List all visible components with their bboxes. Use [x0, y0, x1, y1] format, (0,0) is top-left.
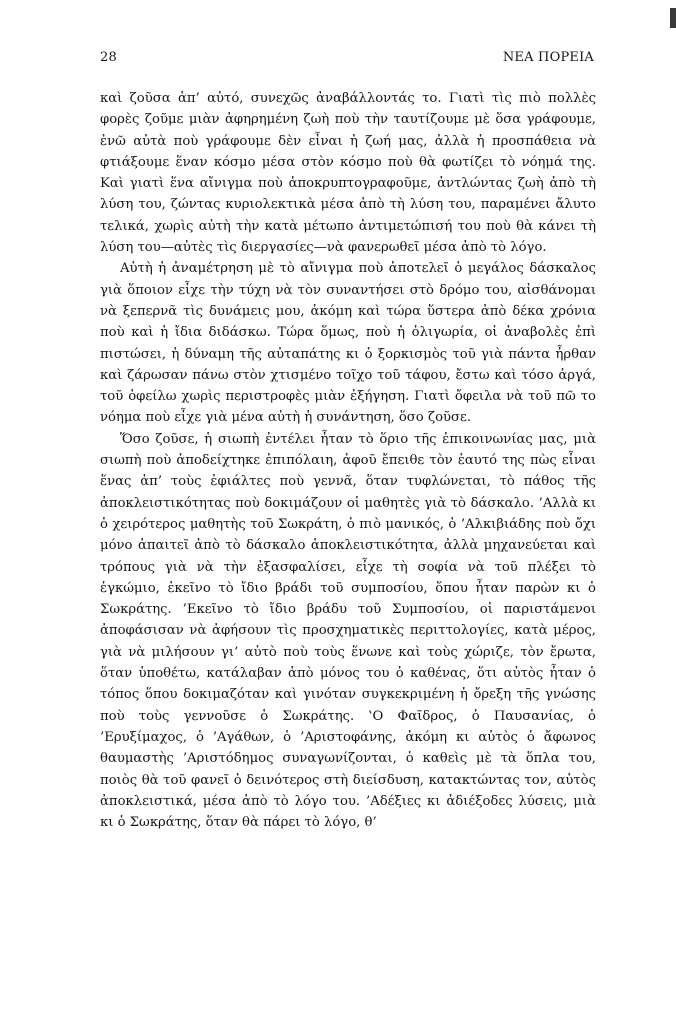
running-title: ΝΕΑ ΠΟΡΕΙΑ: [502, 50, 594, 65]
page-edge: [668, 0, 676, 1024]
paragraph-1: καὶ ζοῦσα ἀπ’ αὐτό, συνεχῶς ἀναβάλλοντάς το. Γιατὶ τὶς πιὸ πολλὲς φορὲς ζοῦμε μιὰν ἀφηρημένη ζωὴ ποὺ τὴν ταυτίζουμε μὲ ὅσα γράφουμε, ἐνῶ αὐτὰ ποὺ γράφουμε δὲν εἶναι ἡ ζωή μας, ἀλλὰ ἡ προσπάθεια νὰ φτιάξουμε ἕναν κόσμο μέσα στὸν κόσμο ποὺ θὰ φωτίζει τὸ νόημά της. Καὶ γιατὶ ἕνα αἴνιγμα ποὺ ἀποκρυπτογραφοῦμε, ἀντλώντας ζωὴ ἀπὸ τὴ λύση του, ζώντας κυριολεκτικὰ μέσα ἀπὸ τὴ λύση του, παραμένει ἄλυτο τελικά, χωρὶς αὐτὴ τὴν κατὰ μέτωπο ἀντιμετώπισή του ποὺ θὰ κάνει τὴ λύση του—αὐτὲς τὶς διεργασίες—νὰ φανερωθεῖ μέσα ἀπὸ τὸ λόγο.: [100, 91, 596, 256]
paragraph-3: Ὅσο ζοῦσε, ἡ σιωπὴ ἐντέλει ἦταν τὸ ὅριο τῆς ἐπικοινωνίας μας, μιὰ σιωπὴ ποὺ ἀποδείχτηκε ἐπιπόλαιη, ἀφοῦ ἔπειθε τὸν ἑαυτό της πὼς εἶναι ἕνας ἀπ’ τοὺς ἐφιάλτες ποὺ γεννᾶ, ὅταν τυφλώνεται, τὸ πάθος τῆς ἀποκλειστικότητας ποὺ δοκιμάζουν οἱ μαθητὲς γιὰ τὸ δάσκαλο. ’Αλλὰ κι ὁ χειρότερος μαθητὴς τοῦ Σωκράτη, ὁ πιὸ μανικός, ὁ ’Αλκιβιάδης ποὺ ὄχι μόνο ἀπαιτεῖ ἀπὸ τὸ δάσκαλο ἀποκλειστικότητα, ἀλλὰ μηχανεύεται καὶ τρόπους γιὰ νὰ τὴν ἐξασφαλίσει, εἶχε τὴ σοφία νὰ τοῦ πλέξει τὸ ἐγκώμιο, ἐκεῖνο τὸ ἴδιο βράδι τοῦ συμποσίου, ὅπου ἦταν παρὼν κι ὁ Σωκράτης. ’Εκεῖνο τὸ ἴδιο βράδυ τοῦ Συμποσίου, οἱ παριστάμενοι ἀποφάσισαν νὰ ἀφήσουν τὶς προσχηματικὲς περιττολογίες, κατὰ μέρος, γιὰ νὰ μιλήσουν γι’ αὐτὸ ποὺ τοὺς ἕνωνε καὶ τοὺς χώριζε, τὸν ἔρωτα, ὅταν ὑποθέτω, κατάλαβαν ἀπὸ μόνος του ὁ καθένας, ὅτι αὐτὸς ἦταν ὁ τόπος ὅπου δοκιμαζόταν καὶ γινόταν συγκεκριμένη ἡ ὄρεξη τῆς γνώσης ποὺ τοὺς γεννοῦσε ὁ Σωκράτης. ‛Ο Φαῖδρος, ὁ Παυσανίας, ὁ ’Ερυξίμαχος, ὁ ’Αγάθων, ὁ ’Αριστοφάνης, ἀκόμη κι αὐτὸς ὁ ἄφωνος θαυμαστὴς ’Αριστόδημος συναγωνίζονται, ὁ καθεὶς μὲ τὰ ὅπλα του, ποιὸς θὰ τοῦ φανεῖ ὁ δεινότερος στὴ διείσδυση, κατακτώντας τον, αὐτὸς ἀποκλειστικά, μέσα ἀπὸ τὸ λόγο του. ’Αδέξιες κι ἀδιέξοδες λύσεις, μιὰ κι ὁ Σωκράτης, ὅταν θὰ πάρει τὸ λόγο, θ’: [100, 431, 596, 831]
body-text: [100, 88, 596, 833]
page-header: [100, 50, 594, 70]
page-number: 28: [100, 50, 117, 65]
page-edge-mark: [670, 8, 676, 28]
paragraph-2: Αὐτὴ ἡ ἀναμέτρηση μὲ τὸ αἴνιγμα ποὺ ἀποτελεῖ ὁ μεγάλος δάσκαλος γιὰ ὅποιον εἶχε τὴν τύχη νὰ τὸν συναντήσει στὸ δρόμο του, αἰσθάνομαι νὰ ξεπερνᾶ τὶς δυνάμεις μου, ἀκόμη καὶ τώρα ὕστερα ἀπὸ δέκα χρόνια ποὺ καὶ ἡ ἴδια διδάσκω. Τώρα ὅμως, ποὺ ἡ ὀλιγωρία, οἱ ἀναβολὲς ἐπὶ πιστώσει, ἡ δύναμη τῆς αὐταπάτης κι ὁ ξορκισμὸς τοῦ γιὰ πάντα ἦρθαν καὶ ζάρωσαν πάνω στὸν χτισμένο τοῖχο τοῦ τάφου, ἔστω καὶ τόσο ἀργά, τοῦ ὀφείλω χωρὶς περιστροφὲς μιὰν ἐξήγηση. Γιατὶ ὄφειλα νὰ τοῦ πῶ το νόημα ποὺ εἶχε γιὰ μένα αὐτὴ ἡ συνάντηση, ὅσο ζοῦσε.: [100, 261, 596, 426]
